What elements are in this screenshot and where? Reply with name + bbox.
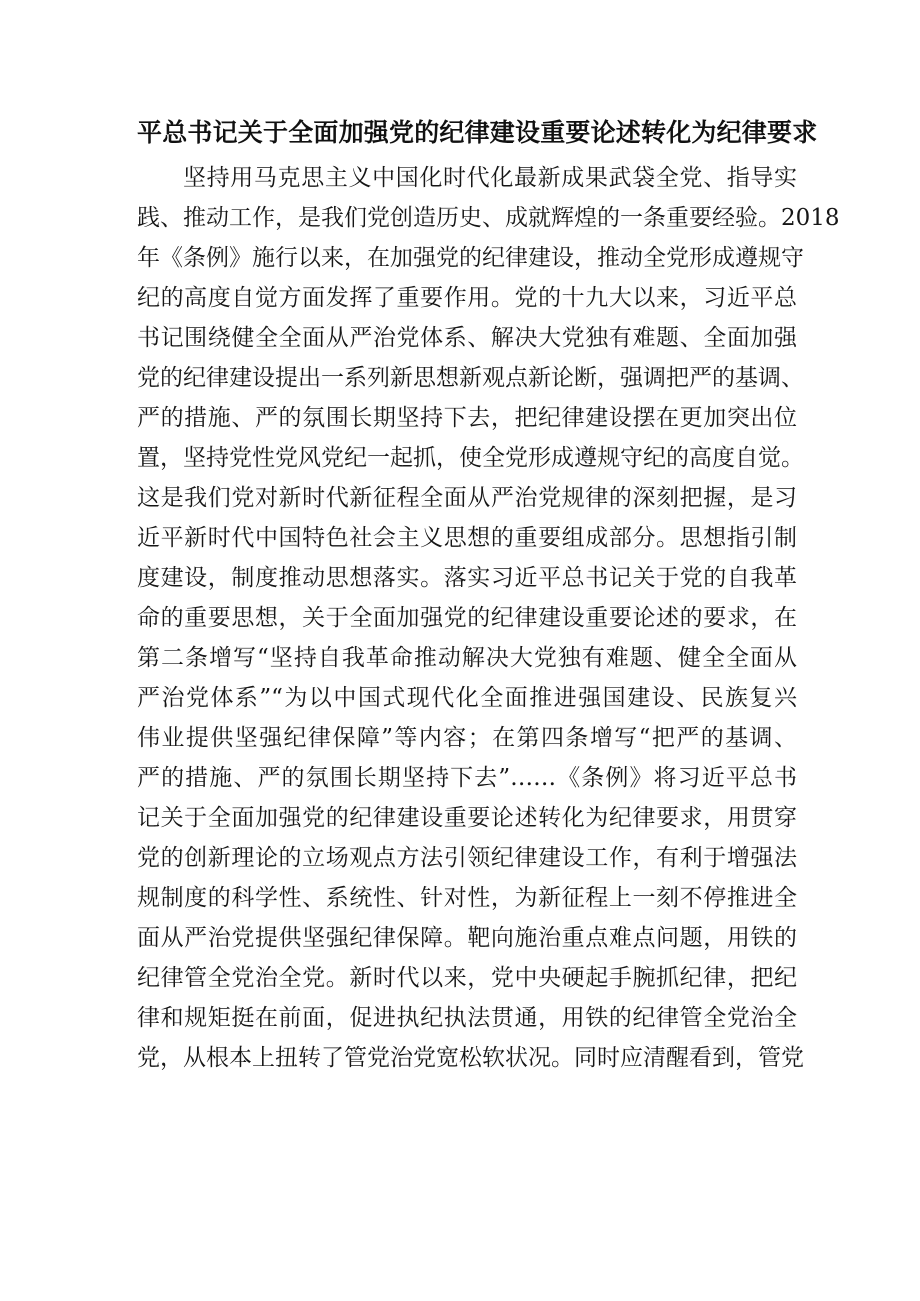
- paragraph-line: 纪的高度自觉方面发挥了重要作用。党的十九大以来，习近平总: [137, 285, 797, 311]
- paragraph-line: 面从严治党提供坚强纪律保障。靶向施治重点难点问题，用铁的: [137, 925, 797, 951]
- paragraph-line: 近平新时代中国特色社会主义思想的重要组成部分。思想指引制: [137, 525, 797, 551]
- paragraph-line: 党的纪律建设提出一系列新思想新观点新论断，强调把严的基调、: [137, 365, 804, 391]
- paragraph-line: 度建设，制度推动思想落实。落实习近平总书记关于党的自我革: [137, 565, 797, 591]
- document-body: [137, 158, 840, 1078]
- paragraph-line: 这是我们党对新时代新征程全面从严治党规律的深刻把握，是习: [137, 485, 797, 511]
- paragraph-line: 书记围绕健全全面从严治党体系、解决大党独有难题、全面加强: [137, 325, 797, 351]
- paragraph-line: 年《条例》施行以来，在加强党的纪律建设，推动全党形成遵规守: [137, 245, 804, 271]
- document-title: 平总书记关于全面加强党的纪律建设重要论述转化为纪律要求: [137, 118, 818, 147]
- paragraph-line: 严的措施、严的氛围长期坚持下去”……《条例》将习近平总书: [137, 765, 797, 791]
- paragraph-line: 党的创新理论的立场观点方法引领纪律建设工作，有利于增强法: [137, 845, 797, 871]
- paragraph-line: 严的措施、严的氛围长期坚持下去，把纪律建设摆在更加突出位: [137, 405, 797, 431]
- paragraph-line: 记关于全面加强党的纪律建设重要论述转化为纪律要求，用贯穿: [137, 805, 797, 831]
- paragraph-line: 伟业提供坚强纪律保障”等内容；在第四条增写“把严的基调、: [137, 725, 797, 751]
- paragraph-line: 命的重要思想，关于全面加强党的纪律建设重要论述的要求，在: [137, 605, 797, 631]
- paragraph-line: 坚持用马克思主义中国化时代化最新成果武袋全党、指导实: [183, 165, 797, 191]
- paragraph-line: 严治党体系”“为以中国式现代化全面推进强国建设、民族复兴: [137, 685, 797, 711]
- paragraph-line: 律和规矩挺在前面，促进执纪执法贯通，用铁的纪律管全党治全: [137, 1005, 797, 1031]
- paragraph-line: 践、推动工作，是我们党创造历史、成就辉煌的一条重要经验。2018: [137, 205, 840, 231]
- paragraph-line: 第二条增写“坚持自我革命推动解决大党独有难题、健全全面从: [137, 645, 797, 671]
- paragraph-line: 纪律管全党治全党。新时代以来，党中央硬起手腕抓纪律，把纪: [137, 965, 797, 991]
- paragraph-line: 党，从根本上扭转了管党治党宽松软状况。同时应清醒看到，管党: [137, 1045, 804, 1071]
- paragraph-line: 规制度的科学性、系统性、针对性，为新征程上一刻不停推进全: [137, 885, 797, 911]
- paragraph-line: 置，坚持党性党风党纪一起抓，使全党形成遵规守纪的高度自觉。: [137, 445, 804, 471]
